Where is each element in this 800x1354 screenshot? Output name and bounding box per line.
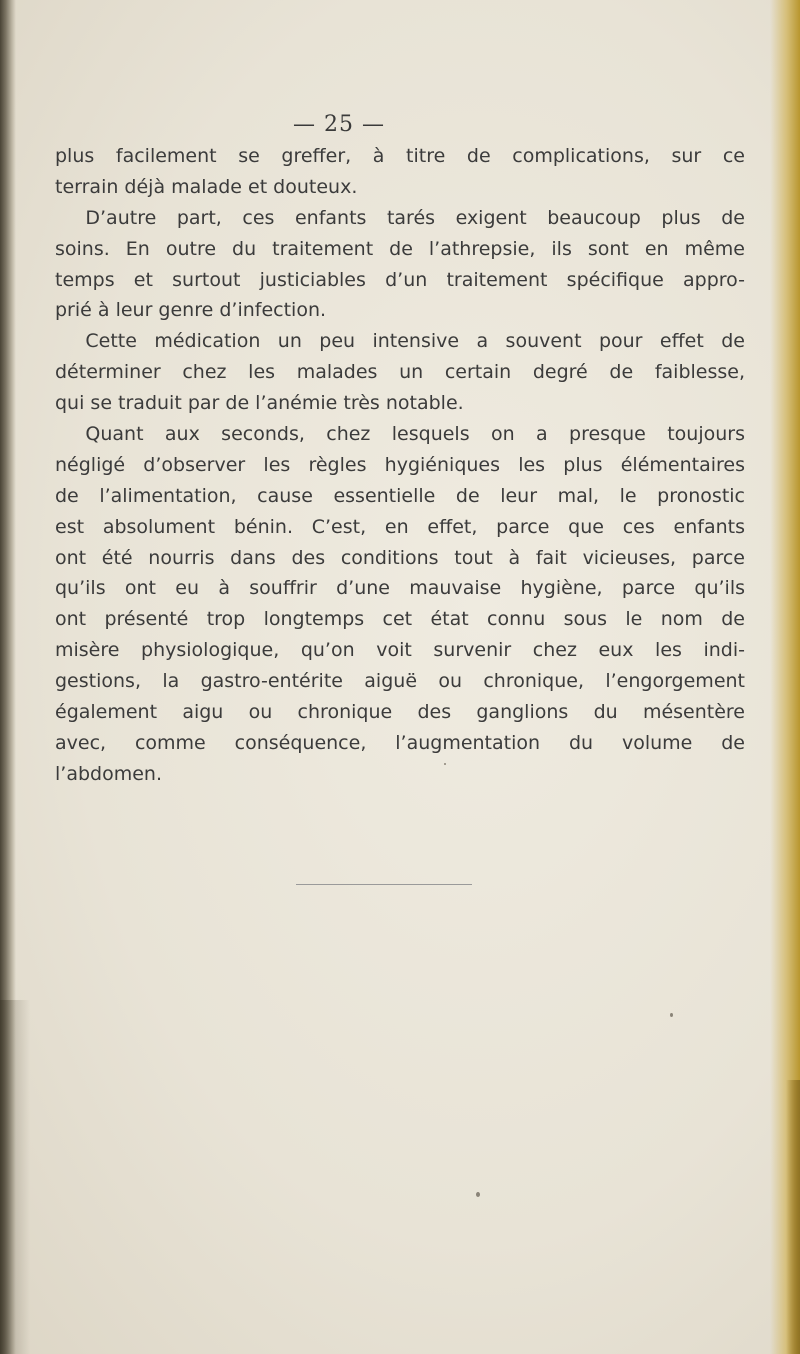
text-line: prié à leur genre d’infection.	[55, 299, 327, 322]
text-line: qu’ils ont eu à souffrir d’une mauvaise hygiène, parce qu’ils	[55, 577, 745, 600]
text-line: temps et surtout justiciables d’un traitement spécifique appro-	[55, 268, 745, 291]
paper-speck	[670, 1013, 673, 1017]
paper-speck	[476, 1192, 480, 1197]
paper-speck	[444, 763, 446, 765]
text-line: Quant aux seconds, chez lesquels on a presque toujours	[85, 423, 745, 446]
text-line: Cette médication un peu intensive a souvent pour effet de	[85, 330, 745, 353]
text-line: également aigu ou chronique des ganglions du mésentère	[55, 701, 745, 724]
text-line: de l’alimentation, cause essentielle de leur mal, le pronostic	[55, 484, 745, 507]
body-text	[55, 141, 745, 790]
text-line: négligé d’observer les règles hygiéniques les plus élémentaires	[55, 453, 745, 476]
text-line: qui se traduit par de l’anémie très notable.	[55, 392, 464, 415]
page-right-edge-dark	[786, 1080, 800, 1354]
text-line: misère physiologique, qu’on voit survenir chez eux les indi-	[55, 639, 745, 662]
text-line: l’abdomen.	[55, 762, 162, 785]
page-number: — 25 —	[293, 112, 385, 137]
text-line: terrain déjà malade et douteux.	[55, 175, 358, 198]
text-line: est absolument bénin. C’est, en effet, parce que ces enfants	[55, 515, 745, 538]
page-left-shadow	[0, 1000, 30, 1354]
text-line: D’autre part, ces enfants tarés exigent beaucoup plus de	[85, 206, 745, 229]
text-line: gestions, la gastro-entérite aiguë ou chronique, l’engorgement	[55, 670, 745, 693]
end-rule	[296, 884, 472, 885]
text-line: déterminer chez les malades un certain degré de faiblesse,	[55, 361, 745, 384]
text-line: ont présenté trop longtemps cet état connu sous le nom de	[55, 608, 745, 631]
text-line: avec, comme conséquence, l’augmentation du volume de	[55, 731, 745, 754]
text-line: ont été nourris dans des conditions tout à fait vicieuses, parce	[55, 546, 745, 569]
text-line: plus facilement se greffer, à titre de complications, sur ce	[55, 145, 745, 167]
text-line: soins. En outre du traitement de l’athrepsie, ils sont en même	[55, 237, 745, 260]
